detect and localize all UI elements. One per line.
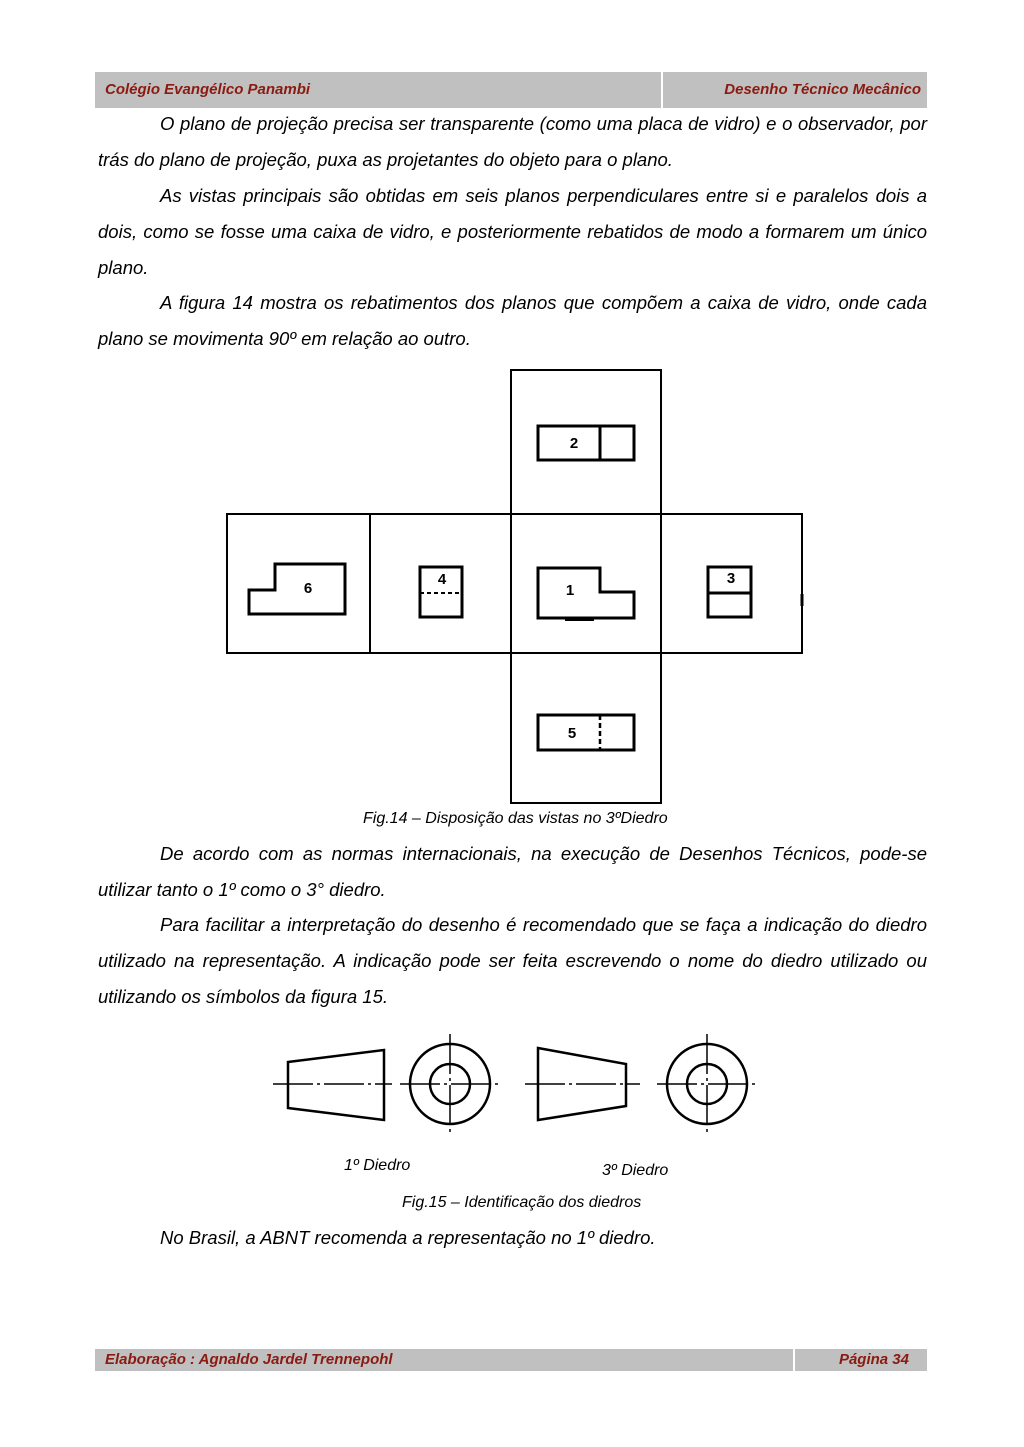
view-label-2: 2: [569, 435, 579, 452]
paragraph-abnt-recommendation: No Brasil, a ABNT recomenda a representação no 1º diedro.: [160, 1227, 656, 1248]
paragraph-projection-plane: O plano de projeção precisa ser transparente (como uma placa de vidro) e o observador, por trás do plano de projeção, puxa as projetantes do objeto para o plano.: [98, 113, 927, 170]
paragraph-dihedral-indication: Para facilitar a interpretação do desenho é recomendado que se faça a indicação do diedro utilizado na representação. A indicação pode ser feita escrevendo o nome do diedro utilizado ou utilizando os símbolos da figura 15.: [98, 914, 927, 1007]
figure15-caption: Fig.15 – Identificação dos diedros: [402, 1194, 642, 1211]
view-label-3: 3: [726, 570, 736, 587]
third-dihedral-label: 3º Diedro: [602, 1162, 669, 1179]
page-number: Página 34: [838, 1351, 909, 1368]
view-label-1: 1: [565, 582, 575, 599]
paragraph-international-norms: De acordo com as normas internacionais, na execução de Desenhos Técnicos, pode-se utilizar tanto o 1º como o 3° diedro.: [98, 843, 927, 900]
paragraph-principal-views: As vistas principais são obtidas em seis planos perpendiculares entre si e paralelos dois a dois, como se fosse uma caixa de vidro, e posteriormente rebatidos de modo a formarem um único plano.: [98, 185, 927, 278]
header-course-title: Desenho Técnico Mecânico: [724, 81, 921, 98]
first-angle-frustum: [288, 1050, 384, 1120]
page-footer: [95, 1349, 927, 1371]
view-label-5: 5: [567, 725, 577, 742]
view-label-6: 6: [303, 580, 313, 597]
figure14-caption: Fig.14 – Disposição das vistas no 3ºDiedro: [363, 810, 668, 827]
header-school-name: Colégio Evangélico Panambi: [105, 81, 311, 98]
first-dihedral-label: 1º Diedro: [344, 1157, 411, 1174]
footer-divider: [793, 1349, 795, 1371]
paragraph-figure14-intro: A figura 14 mostra os rebatimentos dos planos que compõem a caixa de vidro, onde cada plano se movimenta 90º em relação ao outro.: [98, 292, 927, 349]
view-label-4: 4: [437, 571, 447, 588]
footer-author: Elaboração : Agnaldo Jardel Trennepohl: [105, 1351, 393, 1368]
